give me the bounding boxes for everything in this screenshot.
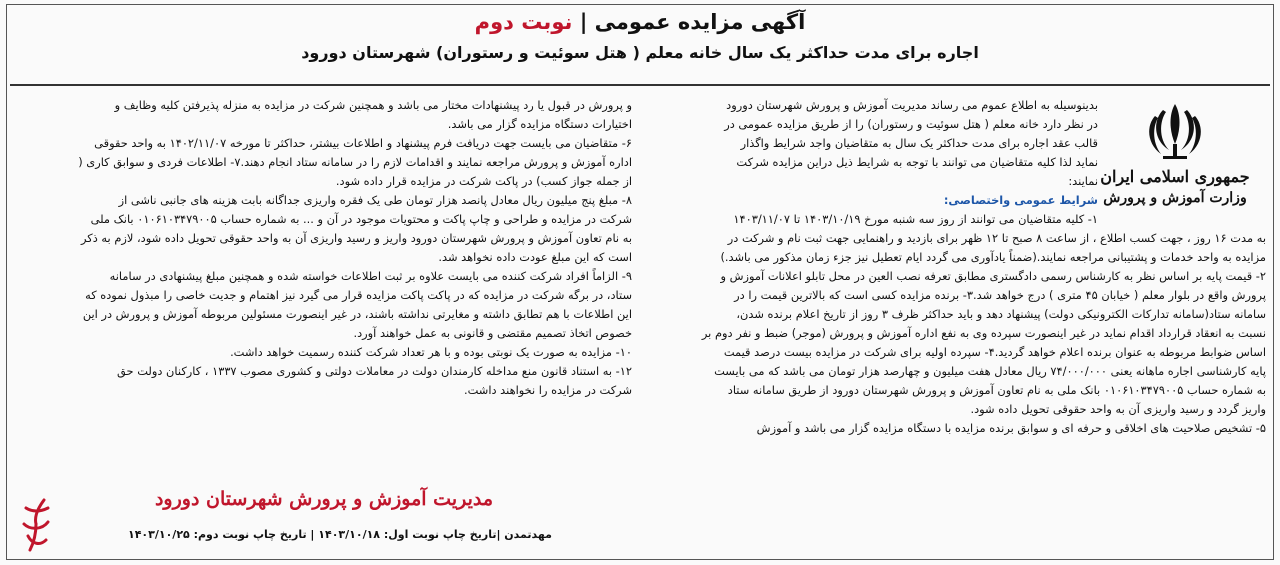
condition-line: به نام تعاون آموزش و پرورش شهرستان دورود واریز و رسید واریزی آن به واحد حقوقی تحویل داده شود، لازم به ذکر <box>81 231 632 245</box>
announcement-title <box>0 8 1280 36</box>
condition-line: نسبت به انعقاد قرارداد اقدام نماید در غیر اینصورت سپرده وی به نفع اداره آموزش و پرورش (موجر) ضبط و نفر دوم بر <box>701 326 1266 340</box>
condition-line: شرکت در مزایده و طراحی و چاپ پاکت و محتویات موجود در آن و ... به شماره حساب ۰۱۰۶۱۰۳۴۷۹۰۰۵ بانک ملی <box>90 212 632 226</box>
condition-line: پرورش واقع در بلوار معلم ( خیابان ۴۵ متری ) درج خواهد شد.۳- برنده مزایده کسی است که بالاترین قیمت را در <box>734 288 1266 302</box>
condition-line: است که این مبلغ عودت داده نخواهد شد. <box>438 250 632 264</box>
header-rule <box>10 84 1270 86</box>
print-dates-footer: مهدتمدن |تاریخ چاپ نوبت اول: ۱۴۰۳/۱۰/۱۸ | تاریخ چاپ نوبت دوم: ۱۴۰۳/۱۰/۲۵ <box>128 528 552 541</box>
condition-line: به شماره حساب ۰۱۰۶۱۰۳۴۷۹۰۰۵ بانک ملی به نام تعاون آموزش و پرورش شهرستان دورود از طریق سامانه ستاد <box>727 383 1266 397</box>
signature-authority: مدیریت آموزش و پرورش شهرستان دورود <box>154 488 494 510</box>
condition-line: ۱۰- مزایده به صورت یک نوبتی بوده و با هر تعداد شرکت کننده رسمیت خواهد داشت. <box>230 345 632 359</box>
condition-line: اداره آموزش و پرورش مراجعه نمایند و اقدامات لازم را در سامانه ستاد انجام دهند.۷- اطلاعات فردی و سوابق کاری ( <box>78 155 632 169</box>
intro-line: در نظر دارد خانه معلم ( هتل سوئیت و رستوران) را از طریق مزایده عمومی در <box>724 117 1098 131</box>
logo-ministry-name: وزارت آموزش و پرورش <box>1103 190 1247 206</box>
condition-line: ستاد، در برگه شرکت در مزایده که در پاکت پاکت مزایده قرار می گیرد نیز اهتمام و جدیت خاصی را مبذول نموده که <box>85 288 632 302</box>
newspaper-stamp-icon <box>14 494 58 556</box>
condition-line: مزایده به واحد خدمات و پشتیبانی مراجعه نمایند.(ضمناً یادآوری می گردد ایام تعطیل نیز جزء زمان مذکور می باشد.) <box>720 250 1266 264</box>
condition-line: به مدت ۱۶ روز ، جهت کسب اطلاع ، از ساعت ۸ صبح تا ۱۲ ظهر برای بازدید و راهنمایی جهت ثبت نام و شرکت در <box>727 231 1266 245</box>
condition-line: و پرورش در قبول یا رد پیشنهادات مختار می باشد و همچنین شرکت در مزایده به منزله پذیرفتن کلیه وظایف و <box>114 98 632 112</box>
condition-line: پایه کارشناسی اجاره ماهانه یعنی ۷۴/۰۰۰/۰۰۰ ریال معادل هفت میلیون و چهارصد هزار تومان می باشد که می بایست <box>714 364 1266 378</box>
title-separator: | <box>579 10 588 34</box>
condition-line: ۲- قیمت پایه بر اساس نظر به کارشناس رسمی دادگستری مطابق تعرفه نصب العین در محل تابلو اعلانات آموزش و <box>720 269 1266 283</box>
intro-line: قالب عقد اجاره برای مدت حداکثر یک سال به متقاضیان واجد شرایط واگذار <box>740 136 1098 150</box>
condition-line: سامانه ستاد(سامانه تدارکات الکترونیکی دولت) پیشنهاد دهد و باید حداکثر ظرف ۳ روز از تاریخ اعلام برنده شدن، <box>736 307 1266 321</box>
condition-line: خصوص اتخاذ تصمیم مقتضی و قانونی به عمل خواهند آورد. <box>353 326 632 340</box>
condition-line: این اطلاعات با هم تطابق داشته و مغایرتی نداشته باشند، در غیر اینصورت مسئولین مربوطه آموزش و پرورش در این <box>82 307 632 321</box>
intro-line: نمایند: <box>1068 174 1098 188</box>
intro-line: نماید لذا کلیه متقاضیان می توانند با توجه به شرایط ذیل دراین مزایده شرکت <box>736 155 1098 169</box>
condition-line: اساس ضوابط مربوطه به عنوان برنده اعلام خواهد گردید.۴- سپرده اولیه برای شرکت در مزایده بیست درصد قیمت <box>723 345 1266 359</box>
right-column <box>654 96 1266 438</box>
condition-line: شرکت در مزایده را نخواهند داشت. <box>463 383 632 397</box>
intro-block <box>654 96 1098 229</box>
condition-line: واریز گردد و رسید واریزی آن به واحد حقوقی تحویل داده شود. <box>970 402 1266 416</box>
condition-line: ۱- کلیه متقاضیان می توانند از روز سه شنبه مورخ ۱۴۰۳/۱۰/۱۹ تا ۱۴۰۳/۱۱/۰۷ <box>733 212 1098 226</box>
condition-line: از جمله جواز کسب) در پاکت شرکت در مزایده قرار داده شود. <box>335 174 632 188</box>
condition-line: اختیارات دستگاه مزایده گزار می باشد. <box>447 117 632 131</box>
condition-line: ۸- مبلغ پنج میلیون ریال معادل پانصد هزار تومان طی یک فقره واریزی جداگانه بابت هزینه های جانبی ناشی از <box>118 193 632 207</box>
condition-line: ۵- تشخیص صلاحیت های اخلاقی و حرفه ای و سوابق برنده مزایده با دستگاه مزایده گزار می باشد و آموزش <box>756 421 1266 435</box>
title-text: آگهی مزایده عمومی <box>594 10 806 34</box>
logo-country-name: جمهوری اسلامی ایران <box>1100 167 1250 186</box>
conditions-heading: شرایط عمومی واختصاصی: <box>943 193 1098 207</box>
condition-line: ۹- الزاماً افراد شرکت کننده می بایست علاوه بر ثبت اطلاعات خواسته شده و همچنین مبلغ پیشنهادی در سامانه <box>109 269 632 283</box>
announcement-header <box>0 8 1280 66</box>
intro-line: بدینوسیله به اطلاع عموم می رساند مدیریت آموزش و پرورش شهرستان دورود <box>726 98 1098 112</box>
announcement-subtitle: اجاره برای مدت حداکثر یک سال خانه معلم ( هتل سوئیت و رستوران) شهرستان دورود <box>301 43 979 62</box>
round-label: نوبت دوم <box>474 10 573 34</box>
condition-line: ۱۲- به استناد قانون منع مداخله کارمندان دولت در معاملات دولتی و کشوری مصوب ۱۳۳۷ ، کارکنان دولت حق <box>117 364 632 378</box>
condition-line: ۶- متقاضیان می بایست جهت دریافت فرم پیشنهاد و اطلاعات بیشتر، حداکثر تا مورخه ۱۴۰۲/۱۱/۰۷ به واحد حقوقی <box>94 136 632 150</box>
left-column <box>12 96 632 400</box>
